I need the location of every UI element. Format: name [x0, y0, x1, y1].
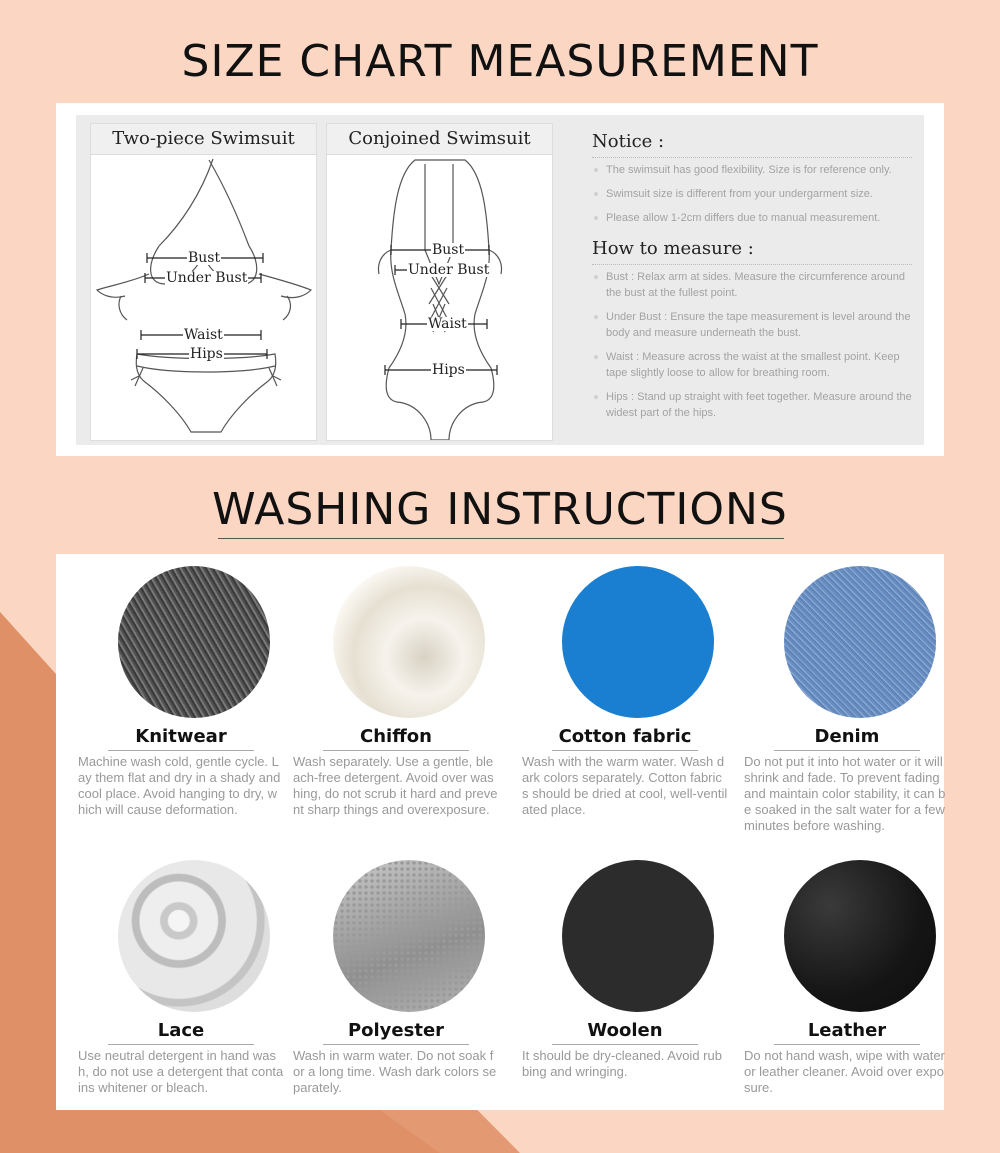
leather-swatch	[784, 860, 936, 1012]
conjoined-hips-label: Hips	[432, 362, 465, 378]
how-to-measure-title: How to measure :	[592, 238, 912, 265]
fabric-description: Wash in warm water. Do not soak for a long time. Wash dark colors separately.	[293, 1048, 497, 1095]
notice-item: Swimsuit size is different from your undergarment size.	[592, 186, 912, 202]
fabric-name: Leather	[774, 1018, 920, 1045]
size-chart-panel	[56, 103, 944, 456]
two-piece-swimsuit-illustration	[91, 154, 316, 440]
measure-item-waist: Waist : Measure across the waist at the smallest point. Keep tape slightly loose to allow for breathing room.	[592, 349, 912, 381]
fabric-name: Denim	[774, 724, 920, 751]
lace-swatch	[118, 860, 270, 1012]
fabric-description: Do not hand wash, wipe with water or leather cleaner. Avoid over exposure.	[744, 1048, 945, 1095]
fabric-card-denim	[744, 566, 950, 834]
measure-item-under-bust: Under Bust : Ensure the tape measurement is level around the body and measure underneath the bust.	[592, 309, 912, 341]
fabric-description: Wash separately. Use a gentle, bleach-free detergent. Avoid over washing, do not scrub it hard and prevent sharp things and overexposure.	[293, 754, 498, 817]
conjoined-diagram	[326, 123, 553, 441]
fabric-name: Lace	[108, 1018, 254, 1045]
fabric-description: Use neutral detergent in hand wash, do not use a detergent that contains whitener or bleach.	[78, 1048, 284, 1095]
two-piece-hips-label: Hips	[190, 346, 223, 362]
fabric-description: Wash with the warm water. Wash dark colors separately. Cotton fabrics should be dried at cool, well-ventilated place.	[522, 754, 728, 817]
fabric-description: Machine wash cold, gentle cycle. Lay them flat and dry in a shady and cool place. Avoid hanging to dry, which will cause deformation.	[78, 754, 281, 817]
fabric-card-chiffon	[293, 566, 499, 818]
denim-swatch	[784, 566, 936, 718]
two-piece-bust-label: Bust	[188, 250, 221, 266]
two-piece-title: Two-piece Swimsuit	[91, 124, 316, 155]
chiffon-swatch	[333, 566, 485, 718]
fabric-card-woolen	[522, 860, 728, 1080]
conjoined-bust-label: Bust	[432, 242, 465, 258]
fabric-name: Chiffon	[323, 724, 469, 751]
two-piece-under-bust-label: Under Bust	[166, 270, 248, 286]
fabric-name: Cotton fabric	[552, 724, 698, 751]
fabric-card-cotton-fabric	[522, 566, 728, 818]
fabric-name: Knitwear	[108, 724, 254, 751]
measure-item-bust: Bust : Relax arm at sides. Measure the circumference around the bust at the fullest point.	[592, 269, 912, 301]
cotton-swatch	[562, 566, 714, 718]
conjoined-swimsuit-illustration	[327, 154, 552, 440]
fabric-name: Polyester	[323, 1018, 469, 1045]
conjoined-waist-label: Waist	[428, 316, 467, 332]
fabric-name: Woolen	[552, 1018, 698, 1045]
washing-panel	[56, 554, 944, 1110]
two-piece-diagram	[90, 123, 317, 441]
notice-title: Notice :	[592, 131, 912, 158]
two-piece-waist-label: Waist	[184, 327, 223, 343]
notice-list	[592, 162, 912, 226]
notice-section	[592, 131, 912, 429]
how-to-measure-list	[592, 269, 912, 421]
washing-instructions-title: WASHING INSTRUCTIONS	[212, 484, 788, 535]
conjoined-title: Conjoined Swimsuit	[327, 124, 552, 155]
fabric-card-lace	[78, 860, 284, 1096]
fabric-card-leather	[744, 860, 950, 1096]
conjoined-under-bust-label: Under Bust	[408, 262, 490, 278]
fabric-card-knitwear	[78, 566, 284, 818]
fabric-description: Do not put it into hot water or it will shrink and fade. To prevent fading and maintain color stability, it can be soaked in the salt water for a few minutes before washing.	[744, 754, 946, 833]
measure-item-hips: Hips : Stand up straight with feet together. Measure around the widest part of the hips.	[592, 389, 912, 421]
notice-item: Please allow 1-2cm differs due to manual measurement.	[592, 210, 912, 226]
notice-item: The swimsuit has good flexibility. Size is for reference only.	[592, 162, 912, 178]
knitwear-swatch	[118, 566, 270, 718]
woolen-swatch	[562, 860, 714, 1012]
size-chart-inner	[76, 115, 924, 445]
fabric-card-polyester	[293, 860, 499, 1096]
polyester-swatch	[333, 860, 485, 1012]
title-underline	[218, 538, 784, 539]
size-chart-title: SIZE CHART MEASUREMENT	[181, 36, 819, 87]
fabric-description: It should be dry-cleaned. Avoid rubbing and wringing.	[522, 1048, 722, 1079]
